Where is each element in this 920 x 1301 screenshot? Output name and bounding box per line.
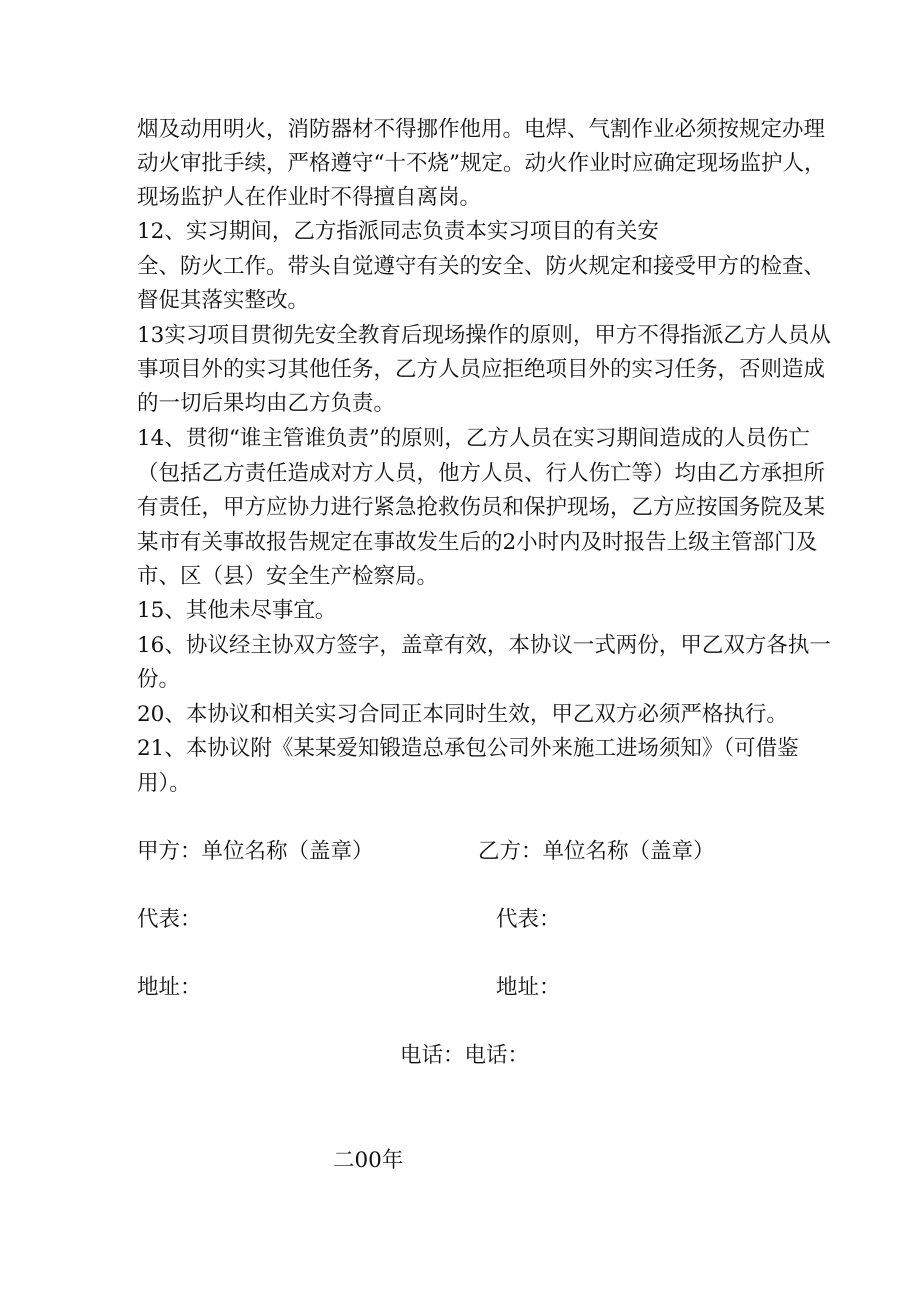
body-line: 督促其落实整改。 <box>137 288 310 313</box>
body-line: 市、区（县）安全生产检察局。 <box>137 564 439 589</box>
body-line: 全、防火工作。带头自觉遵守有关的安全、防火规定和接受甲方的检查、 <box>137 254 826 279</box>
body-line: （包括乙方责任造成对方人员，他方人员、行人伤亡等）均由乙方承担所 <box>137 461 826 486</box>
clause-13: 13实习项目贯彻先安全教育后现场操作的原则，甲方不得指派乙方人员从 <box>137 323 831 348</box>
date-label: 二00年 <box>333 1148 404 1173</box>
phone-labels: 电话：电话： <box>400 1043 530 1068</box>
clause-21: 21、本协议附《某某爱知锻造总承包公司外来施工进场须知》（可借鉴 <box>137 736 799 761</box>
address-a-label: 地址： <box>137 975 202 1000</box>
body-line: 现场监护人在作业时不得擅自离岗。 <box>137 185 482 210</box>
body-line: 的一切后果均由乙方负责。 <box>137 391 396 416</box>
body-line: 份。 <box>137 667 181 692</box>
body-line: 烟及动用明火，消防器材不得挪作他用。电焊、气割作业必须按规定办理 <box>137 117 826 142</box>
body-line: 有责任，甲方应协力进行紧急抢救伤员和保护现场，乙方应按国务院及某 <box>137 495 826 520</box>
rep-b-label: 代表： <box>496 907 561 932</box>
body-line: 动火审批手续，严格遵守“十不烧”规定。动火作业时应确定现场监护人， <box>137 151 826 176</box>
clause-20: 20、本协议和相关实习合同正本同时生效，甲乙双方必须严格执行。 <box>137 702 788 727</box>
clause-14: 14、贯彻“谁主管谁负责”的原则，乙方人员在实习期间造成的人员伤亡 <box>137 426 810 451</box>
body-line: 某市有关事故报告规定在事故发生后的2小时内及时报告上级主管部门及 <box>137 530 818 555</box>
party-a-label: 甲方：单位名称（盖章） <box>137 839 374 864</box>
party-b-label: 乙方：单位名称（盖章） <box>478 839 715 864</box>
clause-16: 16、协议经主协双方签字，盖章有效，本协议一式两份，甲乙双方各执一 <box>137 633 831 658</box>
clause-12: 12、实习期间，乙方指派同志负责本实习项目的有关安 <box>137 219 659 244</box>
body-line: 事项目外的实习其他任务，乙方人员应拒绝项目外的实习任务，否则造成 <box>137 357 826 382</box>
rep-a-label: 代表： <box>137 907 202 932</box>
address-b-label: 地址： <box>496 975 561 1000</box>
clause-15: 15、其他未尽事宜。 <box>137 598 337 623</box>
body-line: 用）。 <box>137 771 191 796</box>
